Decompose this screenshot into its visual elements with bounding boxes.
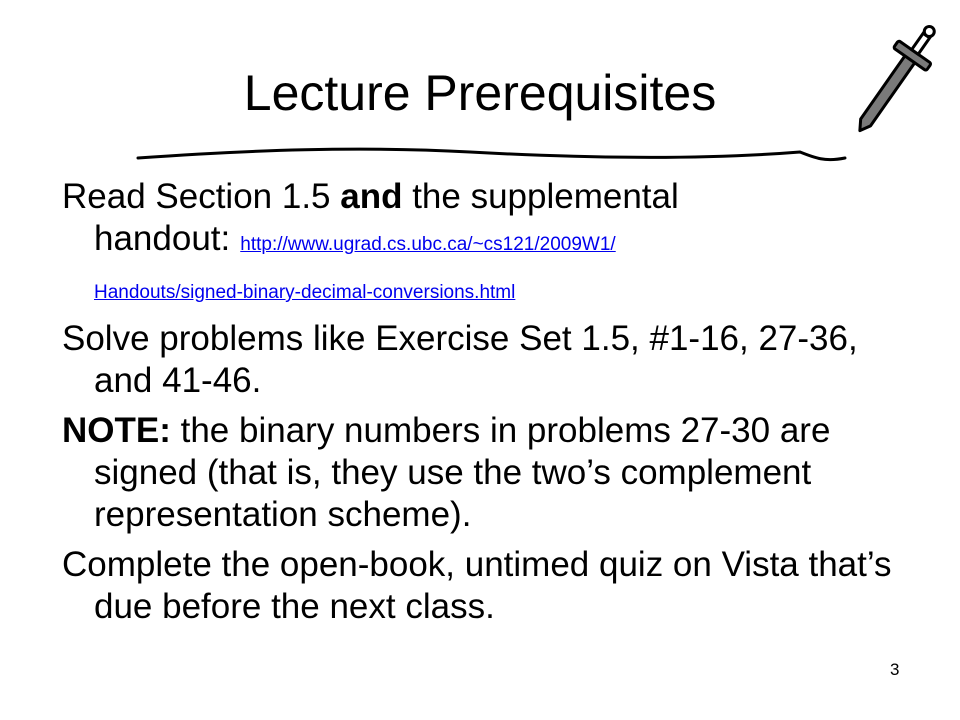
- item-text: the binary numbers in problems 27-30 are signed (that is, they use the two’s complement representation scheme).: [94, 411, 831, 534]
- item-text: Complete the open-book, untimed quiz on Vista that’s due before the next class.: [62, 545, 892, 626]
- list-item: [62, 318, 892, 402]
- prerequisite-list: [62, 176, 892, 636]
- item-text: Solve problems like Exercise Set 1.5, #1-16, 27-36, and 41-46.: [62, 319, 858, 400]
- item-text: the supplemental handout:: [94, 177, 679, 258]
- list-item: [62, 544, 892, 628]
- page-number: 3: [890, 660, 900, 679]
- handout-link[interactable]: http://www.ugrad.cs.ubc.ca/~cs121/2009W1/: [240, 234, 616, 255]
- note-label: NOTE:: [62, 411, 171, 450]
- list-item: [62, 410, 892, 536]
- item-text: Read Section 1.5: [62, 177, 341, 216]
- slide-title: Lecture Prerequisites: [243, 65, 717, 121]
- title-underline: [0, 0, 960, 200]
- sword-icon: [846, 14, 946, 144]
- item-bold-text: and: [340, 177, 403, 216]
- list-item: [62, 176, 892, 314]
- handout-link-continued[interactable]: Handouts/signed-binary-decimal-conversions.html: [94, 282, 516, 303]
